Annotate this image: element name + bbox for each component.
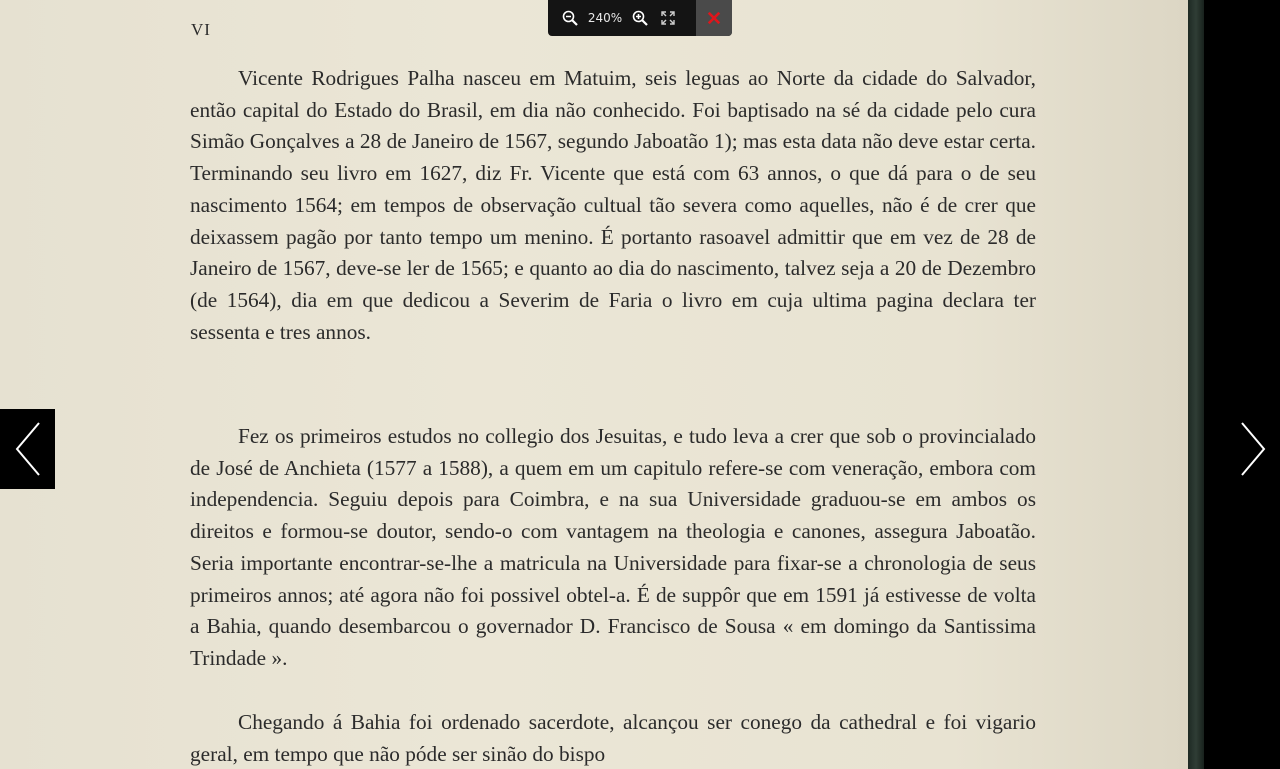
fullscreen-icon	[660, 10, 676, 26]
zoom-in-icon	[632, 10, 648, 26]
close-button[interactable]	[696, 0, 732, 36]
book-binding	[1188, 0, 1204, 769]
zoom-out-button[interactable]	[556, 0, 584, 36]
page-number: VI	[191, 20, 211, 39]
chevron-left-icon	[13, 419, 43, 479]
zoom-in-button[interactable]	[626, 0, 654, 36]
paragraph-1: Vicente Rodrigues Palha nasceu em Matuim, seis leguas ao Norte da cidade do Salvador, então capital do Estado do Brasil, em dia não conhecido. Foi baptisado na sé da cidade pelo cura Simão Gonçalves a 28 de Janeiro de 1567, segundo Jaboatão 1); mas esta data não deve estar certa. Terminando seu livro em 1627, diz Fr. Vicente que está com 63 annos, o que dá para o de seu nascimento 1564; em tempos de observação cultual tão severa como aquelles, não é de crer que deixassem pagão por tanto tempo um menino. É portanto rasoavel admittir que em vez de 28 de Janeiro de 1567, deve-se ler de 1565; e quanto ao dia do nascimento, talvez seja a 20 de Dezembro (de 1564), dia em que dedicou a Severim de Faria o livro em cuja ultima pagina declara ter sessenta e tres annos.	[190, 66, 1036, 344]
previous-page-button[interactable]	[0, 409, 55, 489]
zoom-level: 240%	[587, 11, 623, 25]
next-page-button[interactable]	[1225, 409, 1280, 489]
chevron-right-icon	[1238, 419, 1268, 479]
paragraph-2: Fez os primeiros estudos no collegio dos Jesuitas, e tudo leva a crer que sob o provincialado de José de Anchieta (1577 a 1588), a quem em um capitulo refere-se com veneração, embora com independencia. Seguiu depois para Coimbra, e na sua Universidade graduou-se em ambos os direitos e formou-se doutor, sendo-o com vantagem na theologia e canones, assegura Jaboatão. Seria importante encontrar-se-lhe a matricula na Universidade para fixar-se a chronologia de seus primeiros annos; até agora não foi possivel obtel-a. É de suppôr que em 1591 já estivesse de volta a Bahia, quando desembarcou o governador D. Francisco de Sousa « em domingo da Santissima Trindade ».	[190, 424, 1036, 670]
close-icon	[707, 11, 721, 25]
zoom-out-icon	[562, 10, 578, 26]
paragraph-3: Chegando á Bahia foi ordenado sacerdote, alcançou ser conego da cathedral e foi vigario geral, em tempo que não póde ser sinão do bispo	[190, 710, 1036, 766]
fullscreen-button[interactable]	[654, 0, 682, 36]
viewer-toolbar	[548, 0, 732, 36]
